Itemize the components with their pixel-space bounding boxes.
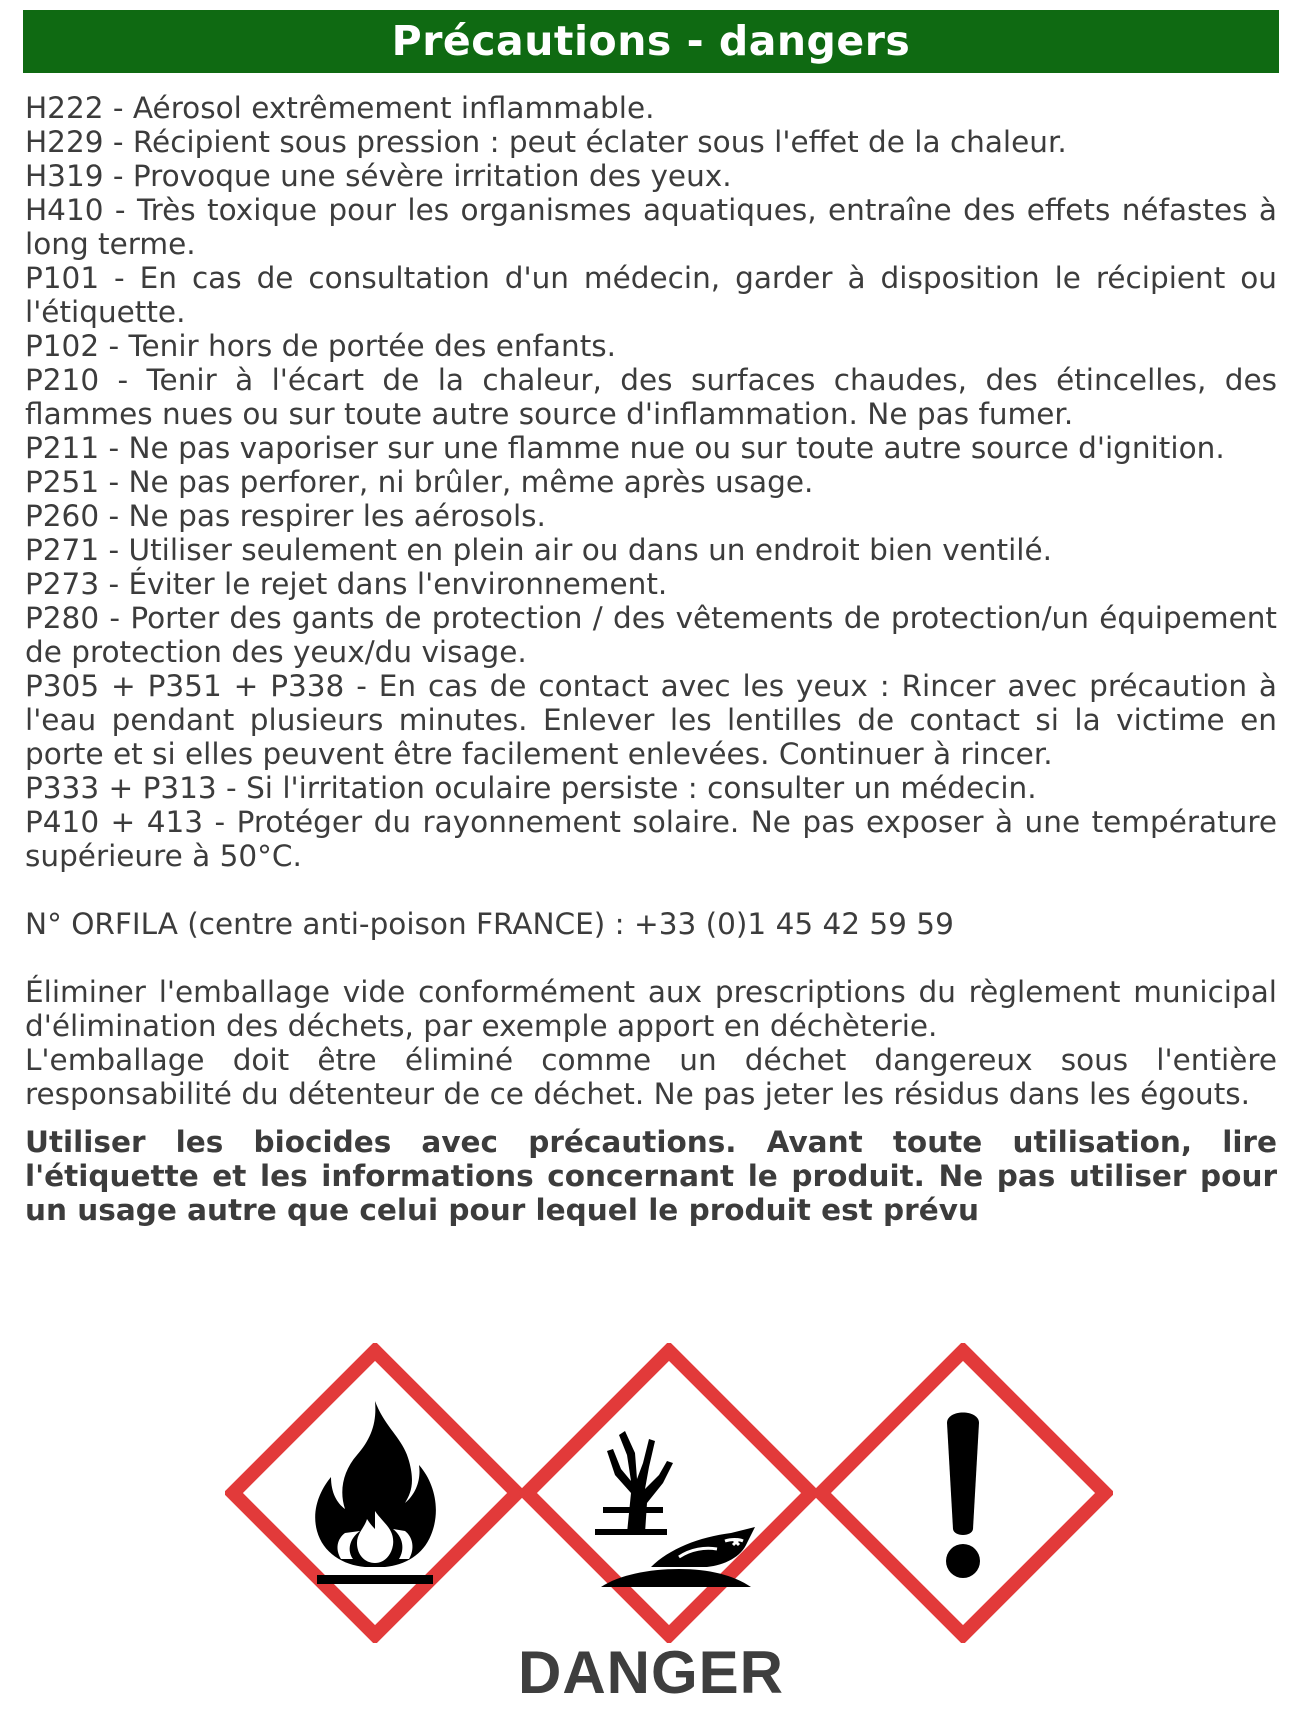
precaution-statement: P260 - Ne pas respirer les aérosols. <box>25 499 546 533</box>
signal-word: DANGER <box>517 1639 784 1706</box>
precaution-statement: P102 - Tenir hors de portée des enfants. <box>25 329 617 363</box>
precaution-statement: P280 - Porter des gants de protection / des vêtements de protection/un équipement de protection des yeux/du visage. <box>25 601 1277 669</box>
flame-icon <box>225 1343 525 1643</box>
hazard-statement: H222 - Aérosol extrêmement inflammable. <box>25 91 655 125</box>
precaution-statement: P101 - En cas de consultation d'un médecin, garder à disposition le récipient ou l'étiquette. <box>25 261 1277 329</box>
spacer <box>25 873 1277 907</box>
hazard-statement: H319 - Provoque une sévère irritation des yeux. <box>25 159 732 193</box>
exclamation-icon <box>813 1343 1113 1643</box>
precaution-statement: P333 + P313 - Si l'irritation oculaire persiste : consulter un médecin. <box>25 771 1037 805</box>
precaution-statement: P410 + 413 - Protéger du rayonnement solaire. Ne pas exposer à une température supérieure à 50°C. <box>25 805 1277 873</box>
ghs-pictograms <box>225 1343 1113 1643</box>
hazard-statement: H229 - Récipient sous pression : peut éclater sous l'effet de la chaleur. <box>25 125 1067 159</box>
precaution-statement: P211 - Ne pas vaporiser sur une flamme nue ou sur toute autre source d'ignition. <box>25 431 1225 465</box>
precaution-statement: P210 - Tenir à l'écart de la chaleur, des surfaces chaudes, des étincelles, des flammes nues ou sur toute autre source d'inflammation. Ne pas fumer. <box>25 363 1277 431</box>
label-text <box>25 91 1277 1227</box>
section-title: Précautions - dangers <box>23 10 1279 73</box>
hazard-statement: H410 - Très toxique pour les organismes aquatiques, entraîne des effets néfastes à long terme. <box>25 193 1277 261</box>
disposal-instructions: Éliminer l'emballage vide conformément aux prescriptions du règlement municipal d'élimination des déchets, par exemple apport en déchèterie. <box>25 975 1277 1043</box>
biocide-warning: Utiliser les biocides avec précautions. Avant toute utilisation, lire l'étiquette et les informations concernant le produit. Ne pas utiliser pour un usage autre que celui pour lequel le produit est prévu <box>25 1125 1277 1227</box>
environment-icon <box>519 1343 819 1643</box>
spacer <box>25 941 1277 975</box>
precaution-statement: P271 - Utiliser seulement en plein air ou dans un endroit bien ventilé. <box>25 533 1053 567</box>
disposal-instructions: L'emballage doit être éliminé comme un déchet dangereux sous l'entière responsabilité du détenteur de ce déchet. Ne pas jeter les résidus dans les égouts. <box>25 1043 1277 1111</box>
precaution-statement: P251 - Ne pas perforer, ni brûler, même après usage. <box>25 465 814 499</box>
precaution-statement: P305 + P351 + P338 - En cas de contact avec les yeux : Rincer avec précaution à l'eau pendant plusieurs minutes. Enlever les lentilles de contact si la victime en porte et si elles peuvent être facilement enlevées. Continuer à rincer. <box>25 669 1277 771</box>
precaution-statement: P273 - Éviter le rejet dans l'environnement. <box>25 567 668 601</box>
poison-center-number: N° ORFILA (centre anti-poison FRANCE) : +33 (0)1 45 42 59 59 <box>25 907 954 941</box>
